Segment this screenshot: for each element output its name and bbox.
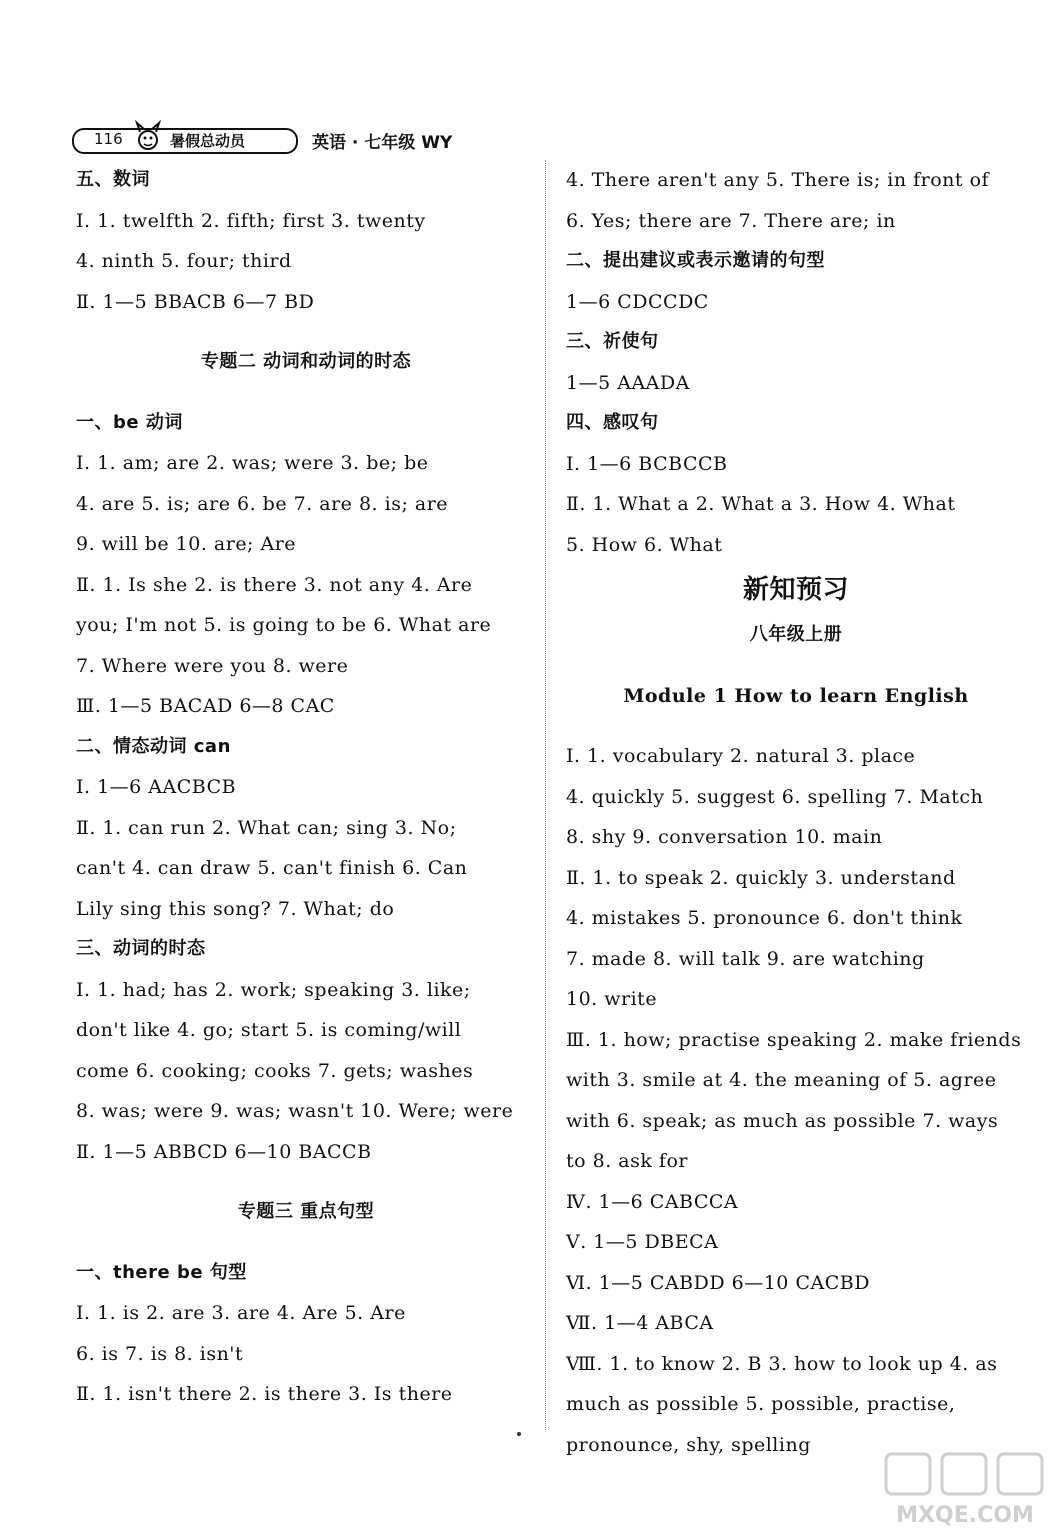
answer-line: Ⅱ. 1. What a 2. What a 3. How 4. What — [566, 493, 956, 515]
answer-line: Ⅰ. 1. vocabulary 2. natural 3. place — [566, 745, 916, 767]
answer-line: Ⅷ. 1. to know 2. B 3. how to look up 4. as — [566, 1352, 998, 1375]
answer-line: come 6. cooking; cooks 7. gets; washes — [76, 1059, 474, 1082]
column-divider — [545, 160, 546, 1430]
section-title: 三、祈使句 — [566, 331, 659, 352]
answer-line: with 6. speak; as much as possible 7. ways — [566, 1109, 999, 1132]
answer-line: 6. is 7. is 8. isn't — [76, 1342, 244, 1365]
answer-line: much as possible 5. possible, practise, — [566, 1393, 956, 1415]
answer-line: 8. shy 9. conversation 10. main — [566, 826, 883, 848]
answer-line: Ⅰ. 1. is 2. are 3. are 4. Are 5. Are — [76, 1302, 406, 1324]
answer-line: 10. write — [566, 988, 658, 1010]
answer-line: Ⅵ. 1—5 CABDD 6—10 CACBD — [566, 1271, 870, 1294]
answer-line: 4. are 5. is; are 6. be 7. are 8. is; are — [76, 492, 449, 515]
answer-line: 4. quickly 5. suggest 6. spelling 7. Match — [566, 785, 984, 808]
page-header — [72, 124, 532, 154]
page-dot — [517, 1432, 521, 1436]
answer-line: Ⅲ. 1—5 BACAD 6—8 CAC — [76, 695, 335, 717]
grade-title: 八年级上册 — [749, 624, 843, 645]
section-title: 二、情态动词 can — [76, 735, 231, 757]
answer-line: Ⅳ. 1—6 CABCCA — [566, 1190, 739, 1213]
brand-title: 暑假总动员 — [170, 132, 246, 150]
answer-line: Ⅰ. 1. had; has 2. work; speaking 3. like; — [76, 978, 471, 1001]
page-number: 116 — [94, 130, 123, 148]
answer-line: Ⅰ. 1. am; are 2. was; were 3. be; be — [76, 452, 429, 474]
answer-line: don't like 4. go; start 5. is coming/will — [76, 1019, 462, 1041]
answer-line: 4. mistakes 5. pronounce 6. don't think — [566, 907, 963, 929]
section-title: 三、动词的时态 — [76, 938, 206, 959]
answer-line: with 3. smile at 4. the meaning of 5. agree — [566, 1069, 997, 1091]
answer-line: Ⅱ. 1—5 BBACB 6—7 BD — [76, 290, 315, 313]
mascot-icon — [134, 120, 162, 152]
subject-label: 英语 · 七年级 WY — [312, 133, 453, 153]
answer-line: Ⅱ. 1. isn't there 2. is there 3. Is there — [76, 1383, 453, 1405]
answer-line: Ⅱ. 1. to speak 2. quickly 3. understand — [566, 866, 956, 889]
answer-line: 9. will be 10. are; Are — [76, 533, 297, 555]
answer-line: Ⅶ. 1—4 ABCA — [566, 1312, 714, 1334]
preview-title: 新知预习 — [742, 575, 849, 605]
topic-title: 专题二 动词和动词的时态 — [200, 351, 412, 372]
answer-line: 4. There aren't any 5. There is; in front of — [566, 169, 990, 191]
answer-line: 8. was; were 9. was; wasn't 10. Were; were — [76, 1100, 514, 1122]
section-title: 二、提出建议或表示邀请的句型 — [566, 250, 825, 271]
answer-line: Ⅰ. 1—6 AACBCB — [76, 776, 237, 798]
watermark-text: MXQE.COM — [896, 1503, 1034, 1528]
module-title: Module 1 How to learn English — [623, 684, 969, 707]
answer-line: you; I'm not 5. is going to be 6. What are — [76, 614, 492, 636]
answer-line: Ⅱ. 1—5 ABBCD 6—10 BACCB — [76, 1140, 372, 1163]
section-title: 一、there be 句型 — [76, 1261, 247, 1283]
answer-line: to 8. ask for — [566, 1150, 688, 1172]
answer-line: Ⅰ. 1—6 BCBCCB — [566, 452, 728, 475]
section-title: 五、数词 — [76, 169, 150, 190]
answer-line: can't 4. can draw 5. can't finish 6. Can — [76, 857, 468, 879]
answer-line: 1—5 AAADA — [566, 371, 690, 394]
answer-line: pronounce, shy, spelling — [566, 1433, 811, 1456]
section-title: 一、be 动词 — [76, 411, 183, 433]
section-title: 四、感叹句 — [566, 412, 659, 433]
answer-line: 5. How 6. What — [566, 533, 723, 556]
right-column — [566, 160, 1026, 1465]
answer-line: 7. Where were you 8. were — [76, 654, 349, 677]
left-column — [76, 160, 536, 1415]
answer-line: Ⅰ. 1. twelfth 2. fifth; first 3. twenty — [76, 209, 426, 232]
answer-line: Ⅱ. 1. can run 2. What can; sing 3. No; — [76, 816, 457, 839]
answer-line: Ⅲ. 1. how; practise speaking 2. make friends — [566, 1028, 1022, 1051]
answer-line: 1—6 CDCCDC — [566, 290, 709, 313]
answer-line: Ⅴ. 1—5 DBECA — [566, 1231, 719, 1253]
answer-line: 7. made 8. will talk 9. are watching — [566, 947, 925, 970]
watermark-logo — [880, 1450, 1050, 1530]
answer-line: 4. ninth 5. four; third — [76, 250, 292, 272]
answer-line: Lily sing this song? 7. What; do — [76, 897, 395, 920]
topic-title: 专题三 重点句型 — [237, 1201, 375, 1222]
answer-line: 6. Yes; there are 7. There are; in — [566, 209, 896, 232]
answer-line: Ⅱ. 1. Is she 2. is there 3. not any 4. Are — [76, 573, 473, 596]
